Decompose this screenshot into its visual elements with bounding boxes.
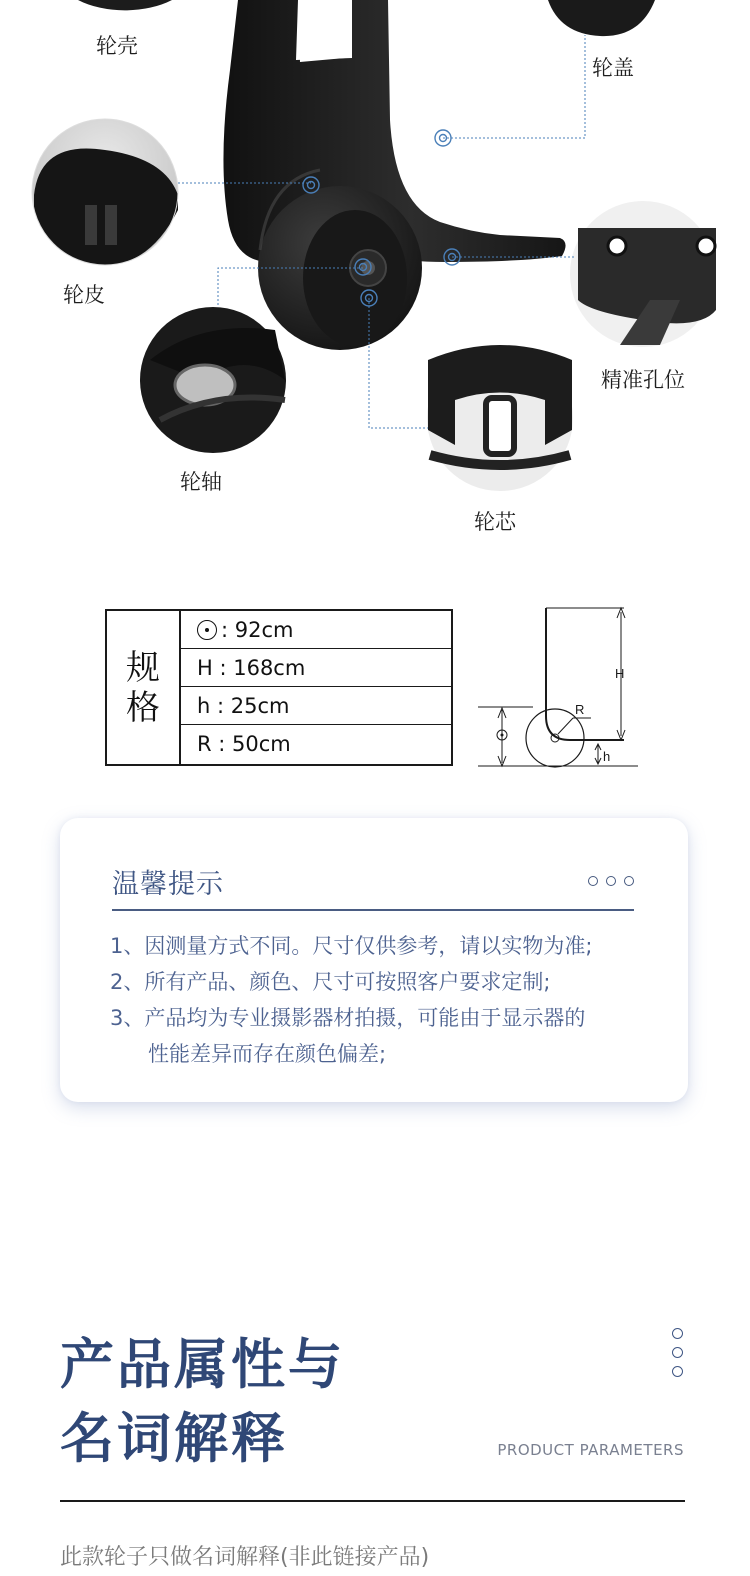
params-title-line-2: 名词解释 <box>60 1407 288 1470</box>
spec-row-diameter <box>181 611 451 649</box>
axle-thumb <box>140 307 286 453</box>
spec-heading-char-1: 规 <box>126 647 160 688</box>
dimension-sketch <box>478 604 648 772</box>
tip-item-1: 1、因测量方式不同。尺寸仅供参考，请以实物为准; <box>110 934 593 958</box>
label-axle: 轮轴 <box>180 470 222 494</box>
dot-icon <box>624 876 634 886</box>
dot-icon <box>672 1366 683 1377</box>
wheel-core-thumb <box>427 345 573 491</box>
dim-label-H: H <box>615 666 625 681</box>
tire-thumb <box>32 119 178 265</box>
spec-row-height <box>181 649 451 687</box>
dot-icon <box>606 876 616 886</box>
label-wheel-cover: 轮盖 <box>592 56 634 80</box>
params-divider <box>60 1500 685 1502</box>
tips-divider <box>112 909 634 911</box>
dim-label-h: h <box>603 749 611 764</box>
label-wheel-core: 轮芯 <box>474 510 516 534</box>
tips-title: 温馨提示 <box>112 869 224 900</box>
spec-value-small-height: h : 25cm <box>197 693 290 718</box>
tip-item-2: 2、所有产品、颜色、尺寸可按照客户要求定制; <box>110 970 551 994</box>
spec-row-small-height <box>181 687 451 725</box>
params-subtitle-en: PRODUCT PARAMETERS <box>497 1441 684 1459</box>
spec-heading-char-2: 格 <box>126 687 160 728</box>
params-title-line-1: 产品属性与 <box>60 1333 345 1396</box>
params-dots-decoration <box>672 1328 683 1377</box>
spec-value-height: H : 168cm <box>197 655 306 680</box>
dot-icon <box>588 876 598 886</box>
params-note: 此款轮子只做名词解释(非此链接产品) <box>60 1545 430 1570</box>
label-wheel-shell: 轮壳 <box>96 34 138 58</box>
dot-icon <box>672 1347 683 1358</box>
spec-table <box>105 609 453 766</box>
precise-holes-thumb <box>570 201 716 347</box>
spec-heading <box>107 611 181 764</box>
wheel-cover-thumb <box>548 0 655 36</box>
caster-main-image <box>223 0 565 350</box>
dot-icon <box>672 1328 683 1339</box>
spec-row-radius <box>181 725 451 763</box>
wheel-shell-thumb <box>78 0 172 10</box>
tips-card <box>60 818 688 1102</box>
label-tire: 轮皮 <box>63 283 105 307</box>
tip-item-3: 3、产品均为专业摄影器材拍摄，可能由于显示器的 <box>110 1006 586 1030</box>
wheel-parts-diagram <box>0 0 750 560</box>
spec-value-radius: R : 50cm <box>197 732 291 756</box>
diameter-icon <box>197 620 217 640</box>
tips-dots-decoration <box>588 876 634 886</box>
tip-item-3-continued: 性能差异而存在颜色偏差; <box>148 1042 387 1066</box>
label-precise-holes: 精准孔位 <box>601 368 685 392</box>
spec-value-diameter: : 92cm <box>221 617 294 642</box>
wheel-illustration <box>0 0 750 560</box>
dim-label-R: R <box>575 702 585 717</box>
